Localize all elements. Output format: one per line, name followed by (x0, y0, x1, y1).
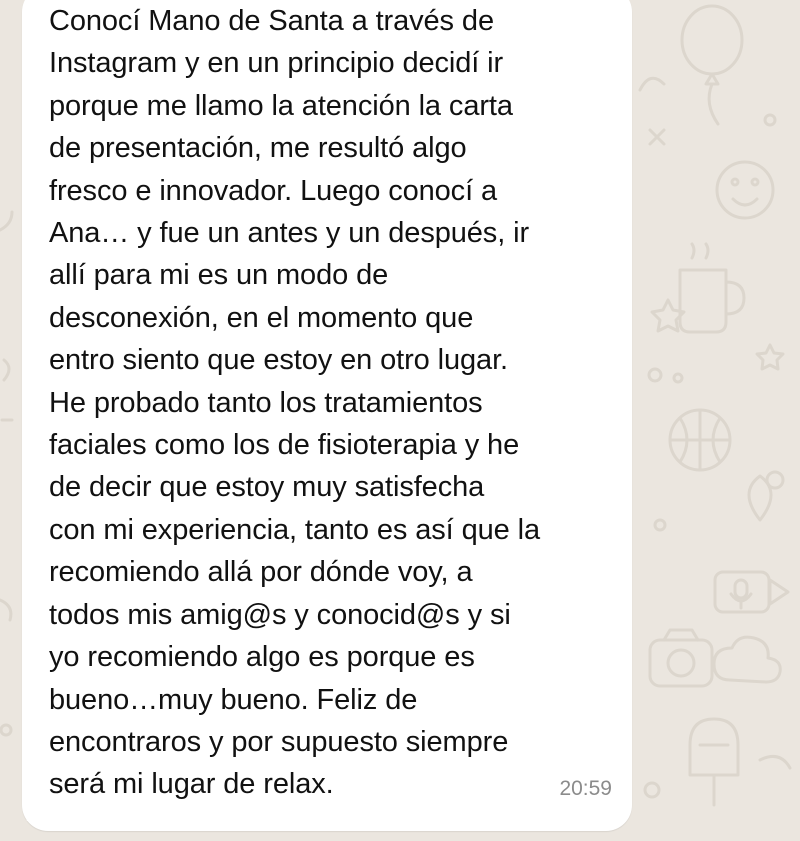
message-line: porque me llamo la atención la carta (49, 89, 513, 122)
message-line: todos mis amig@s y conocid@s y si (49, 598, 511, 631)
ice-cream-icon (690, 719, 738, 805)
message-text (49, 0, 609, 806)
message-timestamp: 20:59 (559, 777, 612, 800)
basketball-icon (670, 410, 730, 470)
play-icon (770, 580, 788, 604)
message-line: recomiendo allá por dónde voy, a (49, 556, 473, 589)
message-line: entro siento que estoy en otro lugar. (49, 344, 508, 377)
cloud-icon (714, 637, 780, 682)
message-line: faciales como los de fisioterapia y he (49, 429, 520, 462)
message-line: allí para mi es un modo de (49, 259, 389, 292)
smiley-icon (717, 162, 773, 218)
message-line: con mi experiencia, tanto es así que la (49, 513, 540, 546)
mug-icon (680, 244, 744, 332)
message-line: encontraros y por supuesto siempre (49, 725, 509, 758)
message-line: Conocí Mano de Santa a través de (49, 5, 494, 37)
message-line: de presentación, me resultó algo (49, 132, 467, 165)
message-line: fresco e innovador. Luego conocí a (49, 174, 498, 207)
star-icon (652, 300, 783, 369)
message-bubble[interactable] (22, 0, 632, 831)
balloon-icon (682, 6, 742, 124)
message-line: Ana… y fue un antes y un después, ir (49, 217, 530, 250)
message-line: Instagram y en un principio decidí ir (49, 47, 504, 80)
camera-icon (650, 630, 712, 686)
microphone-icon (715, 572, 769, 612)
message-line: bueno…muy bueno. Feliz de (49, 683, 418, 716)
message-line: desconexión, en el momento que (49, 301, 474, 334)
message-line: de decir que estoy muy satisfecha (49, 471, 485, 504)
message-line: He probado tanto los tratamientos (49, 386, 483, 419)
message-line: será mi lugar de relax. (49, 768, 334, 801)
message-line: yo recomiendo algo es porque es (49, 641, 475, 674)
